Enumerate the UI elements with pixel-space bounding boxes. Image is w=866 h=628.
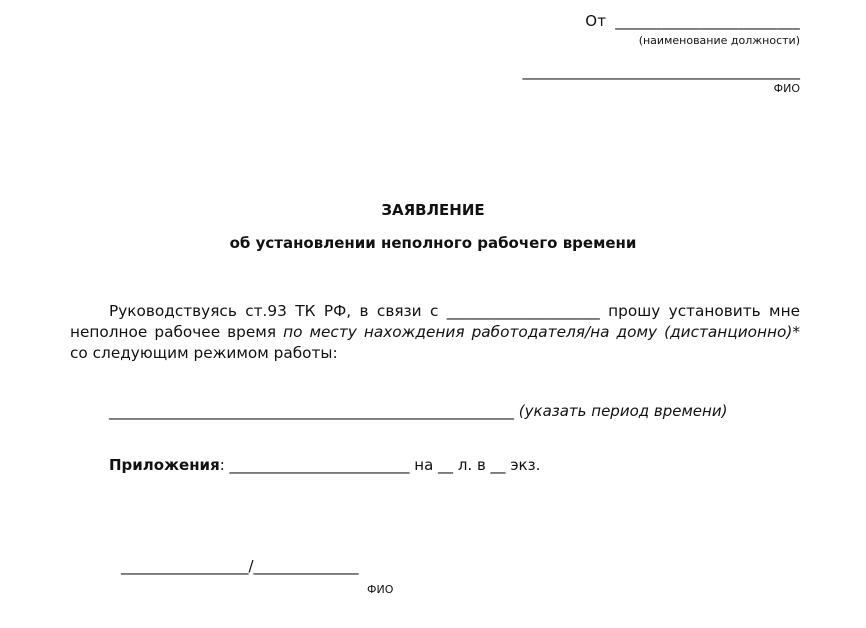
para-start: Руководствуясь ст.93 ТК РФ, в связи с ____________________ прошу установить мне неполное рабочее время <box>70 302 800 341</box>
attachments-row <box>109 456 540 474</box>
attachments-text: : ________________________ на __ л. в __ экз. <box>219 456 541 474</box>
period-line: ______________________________________________________ <box>109 402 514 420</box>
signature-line: _________________/______________ <box>121 557 359 575</box>
para-end: со следующим режимом работы: <box>70 344 338 362</box>
period-row <box>109 402 727 420</box>
from-field <box>585 12 800 30</box>
name-line: _____________________________________ <box>522 62 800 80</box>
name-note: ФИО <box>773 82 800 95</box>
signature-fio-label: ФИО <box>367 583 394 596</box>
document-subtitle: об установлении неполного рабочего времени <box>229 234 637 252</box>
position-note: (наименование должности) <box>638 34 800 47</box>
attachments-label: Приложения <box>109 456 220 474</box>
document-title: ЗАЯВЛЕНИЕ <box>381 201 485 219</box>
from-line: ________________________ <box>615 12 800 30</box>
para-italic: по месту нахождения работодателя/на дому (дистанционно)* <box>283 323 800 341</box>
period-note: (указать период времени) <box>518 402 728 420</box>
body-paragraph <box>70 301 800 364</box>
from-label: От <box>585 12 607 30</box>
